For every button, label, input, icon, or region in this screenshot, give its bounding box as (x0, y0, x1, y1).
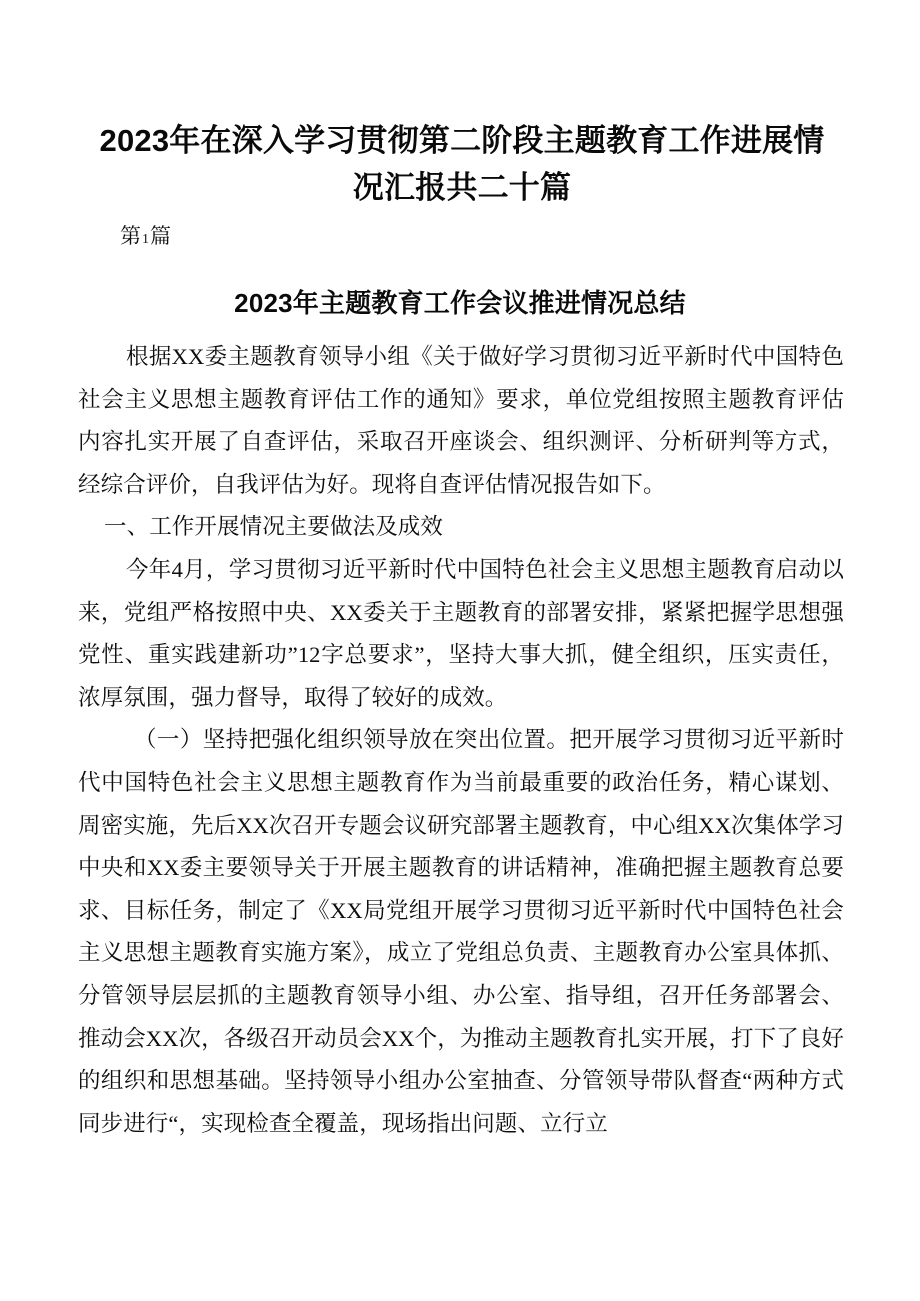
paragraph-subsection-one: （一）坚持把强化组织领导放在突出位置。把开展学习贯彻习近平新时代中国特色社会主义思想主题教育作为当前最重要的政治任务，精心谋划、周密实施，先后XX次召开专题会议研究部署主题教育，中心组XX次集体学习中央和XX委主要领导关于开展主题教育的讲话精神，准确把握主题教育总要求、目标任务，制定了《XX局党组开展学习贯彻习近平新时代中国特色社会主义思想主题教育实施方案》，成立了党组总负责、主题教育办公室具体抓、分管领导层层抓的主题教育领导小组、办公室、指导组，召开任务部署会、推动会XX次，各级召开动员会XX个，为推动主题教育扎实开展，打下了良好的组织和思想基础。坚持领导小组办公室抽查、分管领导带队督查“两种方式同步进行“，实现检查全覆盖，现场指出问题、立行立 (78, 727, 844, 1136)
paragraph-intro: 根据XX委主题教育领导小组《关于做好学习贯彻习近平新时代中国特色社会主义思想主题教育评估工作的通知》要求，单位党组按照主题教育评估内容扎实开展了自查评估，采取召开座谈会、组织测评、分析研判等方式，经综合评价，自我评估为好。现将自查评估情况报告如下。 (78, 344, 844, 497)
piece-marker (120, 222, 171, 254)
document-title: 2023年在深入学习贯彻第二阶段主题教育工作进展情况汇报共二十篇 (99, 122, 825, 205)
piece-marker-prefix: 第 (120, 224, 141, 248)
document-body (78, 336, 844, 1145)
piece-marker-number: 1 (142, 232, 149, 247)
section-heading-one: 一、工作开展情况主要做法及成效 (104, 514, 444, 540)
piece-marker-suffix: 篇 (150, 224, 171, 248)
paragraph-overview: 今年4月，学习贯彻习近平新时代中国特色社会主义思想主题教育启动以来，党组严格按照中央、XX委关于主题教育的部署安排，紧紧把握学思想强党性、重实践建新功”12字总要求”，坚持大事大抓，健全组织，压实责任，浓厚氛围，强力督导，取得了较好的成效。 (78, 556, 844, 710)
document-subtitle: 2023年主题教育工作会议推进情况总结 (234, 287, 686, 318)
